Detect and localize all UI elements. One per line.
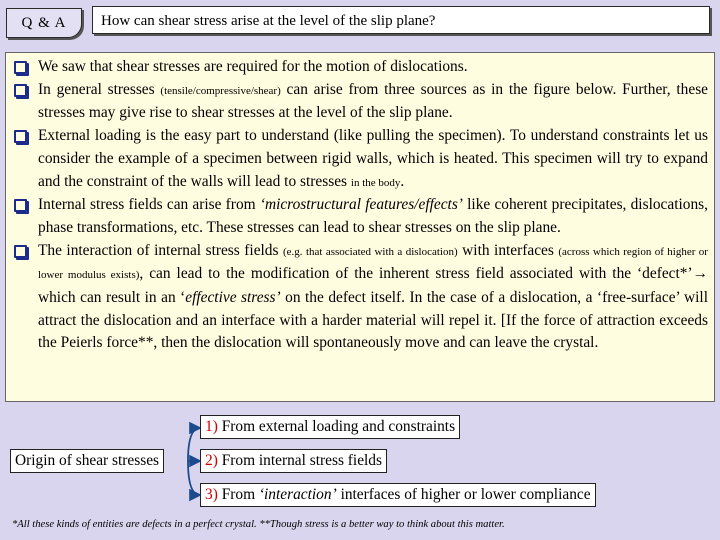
bullet-italic-text: ‘microstructural features/effects’ (259, 196, 463, 214)
checkbox-bullet-icon (14, 61, 27, 74)
arrow-to-source-1 (188, 428, 200, 461)
source-number: 2) (205, 452, 218, 469)
qa-label: Q & A (6, 8, 82, 38)
bullet-item (12, 56, 708, 79)
source-text: From internal stress fields (221, 452, 382, 469)
bullet-italic-text: effective stress’ (185, 289, 281, 307)
source-italic-text: ‘interaction’ (258, 486, 337, 503)
source-text: From external loading and constraints (221, 418, 456, 435)
checkbox-bullet-icon (14, 84, 27, 97)
checkbox-bullet-icon (14, 130, 27, 143)
source-number: 3) (205, 486, 218, 503)
source-box-3 (200, 483, 596, 507)
content-panel (5, 52, 715, 402)
source-box-1 (200, 415, 460, 439)
origin-box (10, 449, 164, 473)
bullet-small-text: (across which region of higher or lower modulus exists) (38, 245, 708, 282)
bullet-text: In general stresses (38, 80, 155, 98)
slide-title: How can shear stress arise at the level of the slip plane? (92, 6, 710, 34)
bullet-item (12, 79, 708, 125)
bullet-small-text: (e.g. that associated with a dislocation) (283, 245, 458, 258)
bullet-item (12, 125, 708, 194)
origin-text: Origin of shear stresses (15, 452, 160, 469)
checkbox-bullet-icon (14, 199, 27, 212)
bullet-text: , can lead to the modification of the inherent stress field associated with the ‘defect*’→ which can result in an ‘ (38, 265, 708, 307)
bullet-small-text: in the body (350, 176, 401, 189)
source-number: 1) (205, 418, 218, 435)
bullet-text: like coherent precipitates, dislocations, phase transformations, etc. These stresses can lead to shear stresses on the slip plane. (38, 196, 708, 236)
source-box-2 (200, 449, 387, 473)
bullet-item (12, 240, 708, 356)
bullet-text: Internal stress fields can arise from (38, 196, 256, 214)
bullet-text: We saw that shear stresses are required for the motion of dislocations. (38, 58, 468, 75)
checkbox-bullet-icon (14, 245, 27, 258)
bullet-item (12, 194, 708, 239)
arrow-to-source-3 (188, 461, 200, 495)
bullet-small-text: (tensile/compressive/shear) (160, 84, 281, 97)
bullet-text: External loading is the easy part to understand (like pulling the specimen). To understand constraints let us consider the example of a specimen between rigid walls, which is heated. This specimen will try to expand and the constraint of the walls will lead to stresses (38, 127, 708, 190)
bullet-text: on the defect itself. In the case of a dislocation, a ‘free-surface’ will attract the dislocation and an interface with a harder material will repel it. [If the force of attraction exceeds the Peierls force**, then the dislocation will spontaneously move and can leave the crystal. (38, 289, 708, 352)
bullet-text: can arise from three sources as in the figure below. Further, these stresses may give rise to shear stresses at the level of the slip plane. (38, 80, 709, 122)
bullet-text: The interaction of internal stress fields (38, 241, 279, 259)
bullet-text: with interfaces (462, 241, 554, 259)
source-text: interfaces of higher or lower compliance (340, 486, 591, 503)
source-text: From (221, 486, 256, 503)
footnote: *All these kinds of entities are defects in a perfect crystal. **Though stress is a better way to think about this matter. (12, 519, 505, 530)
bullet-text: . (400, 172, 405, 190)
